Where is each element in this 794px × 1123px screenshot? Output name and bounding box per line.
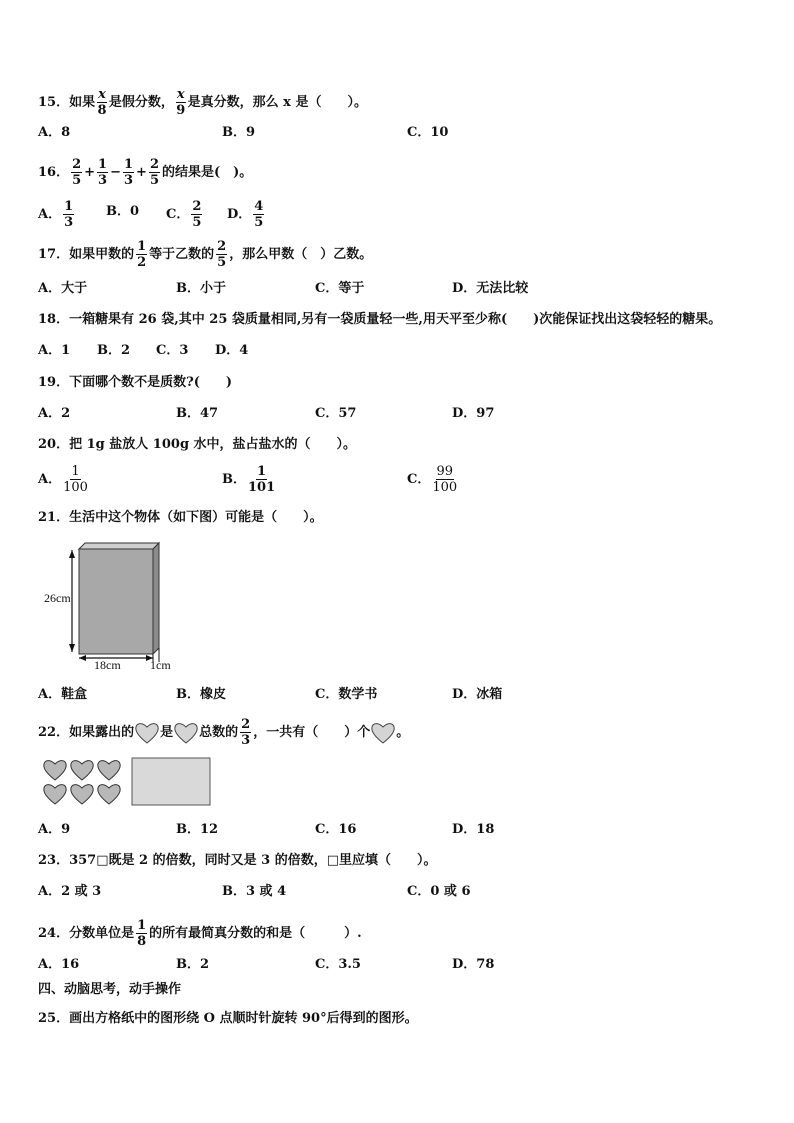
fraction-2-3 [240,718,251,747]
q17-text-2: 等于乙数的 [149,247,215,262]
q22-option-b[interactable]: B．12 [176,822,219,837]
numerator: 1 [64,199,74,214]
fraction-1-100 [63,465,88,494]
numerator: 1 [71,464,80,479]
question-number: 16． [38,165,70,180]
q17-option-c[interactable]: C．等于 [315,281,365,296]
plus-sign: + [84,165,96,180]
q22-option-c[interactable]: C．16 [315,822,357,837]
denominator: 5 [72,173,82,188]
q18-option-c[interactable]: C．3 [156,343,189,358]
q22-text-1: 如果露出的 [69,725,135,740]
question-number: 15． [38,95,70,110]
q19-option-a[interactable]: A．2 [38,406,71,421]
question-21: 21．生活中这个物体（如下图）可能是（ ）。 [38,510,323,525]
width-label: 18cm [94,658,121,672]
q24-option-d[interactable]: D．78 [452,957,495,972]
question-16 [38,158,252,187]
denominator: 100 [432,480,458,495]
numerator: 2 [72,157,82,172]
numerator: x [176,87,185,102]
q15-text-1: 如果 [69,95,96,110]
fraction-1-3 [63,200,74,229]
q17-text-1: 如果甲数的 [69,247,135,262]
numerator: 1 [137,918,147,933]
fraction-2-5 [191,200,202,229]
q22-text-4: ，一共有（ ）个 [253,725,371,740]
denominator: 3 [124,173,134,188]
q15-option-a[interactable]: A．8 [38,125,71,140]
fraction-1-101 [248,465,275,494]
q20-option-c[interactable] [407,465,459,494]
heart-icon [370,721,396,745]
q15-text-2: 是假分数， [108,95,174,110]
depth-label: 1cm [150,658,171,672]
q24-option-c[interactable]: C．3.5 [315,957,361,972]
fraction-1-8 [136,919,147,948]
q19-option-d[interactable]: D．97 [452,406,495,421]
q16-text: 的结果是( )。 [162,165,253,180]
q16-option-b[interactable]: B．0 [106,204,140,219]
hearts-figure [40,757,212,807]
heart-icon [134,721,160,745]
q17-option-b[interactable]: B．小于 [176,281,226,296]
q23-option-b[interactable]: B．3 或 4 [222,884,287,899]
arrow-up-icon [69,550,75,558]
heart-icon [98,761,120,780]
numerator: 1 [124,157,134,172]
q15-option-c[interactable]: C．10 [407,125,449,140]
fraction-x-over-8 [97,88,107,117]
denominator: 8 [137,934,147,949]
q19-option-c[interactable]: C．57 [315,406,357,421]
fraction-x-over-9 [176,88,186,117]
question-18: 18．一箱糖果有 26 袋,其中 25 袋质量相同,另有一袋质量轻一些,用天平至少称( )次能保证找出这袋轻轻的糖果。 [38,312,722,327]
numerator: 1 [98,157,108,172]
denominator: 3 [64,215,74,230]
cover-box [132,758,210,805]
book-top-face [79,543,159,549]
denominator: 5 [254,215,264,230]
heart-icon [44,761,66,780]
q17-option-a[interactable]: A．大于 [38,281,88,296]
fraction-99-100 [432,465,457,494]
q24-option-b[interactable]: B．2 [176,957,210,972]
numerator: 2 [241,717,251,732]
fraction-2-5 [149,158,160,187]
option-letter: B． [222,472,246,487]
q16-option-d[interactable] [227,200,266,229]
heart-icon [98,785,120,804]
q17-option-d[interactable]: D．无法比较 [452,281,529,296]
option-letter: A． [38,472,62,487]
fraction-2-5 [216,240,227,269]
denominator: 100 [63,480,88,495]
heart-icon [71,761,93,780]
book-side-face [153,543,159,654]
q23-option-c[interactable]: C．0 或 6 [407,884,471,899]
section-heading: 四、动脑思考，动手操作 [38,982,182,997]
heart-icon [173,721,199,745]
q22-text-3: 总数的 [199,725,239,740]
height-label: 26cm [44,591,71,605]
q20-option-a[interactable] [38,465,90,494]
minus-sign: − [110,165,121,180]
plus-sign: + [136,165,147,180]
q23-option-a[interactable]: A．2 或 3 [38,884,102,899]
q22-option-a[interactable]: A．9 [38,822,71,837]
question-20: 20．把 1g 盐放人 100g 水中，盐占盐水的（ ）。 [38,437,357,452]
option-letter: C． [407,472,431,487]
denominator: 5 [192,215,202,230]
question-number: 17． [38,247,70,262]
question-22 [38,718,409,747]
q20-option-b[interactable] [222,465,277,494]
q18-option-b[interactable]: B．2 [97,343,131,358]
numerator: 99 [436,464,454,479]
q21-option-d[interactable]: D．冰箱 [452,687,503,702]
question-17 [38,240,372,269]
q16-option-c[interactable] [166,200,204,229]
denominator: 8 [97,103,107,118]
question-15 [38,88,367,117]
q16-option-a[interactable] [38,200,76,229]
numerator: 1 [257,464,267,479]
denominator: 9 [176,103,186,118]
question-25: 25．画出方格纸中的图形绕 O 点顺时针旋转 90°后得到的图形。 [38,1011,418,1026]
denominator: 2 [137,255,147,270]
q24-option-a[interactable]: A．16 [38,957,80,972]
question-24 [38,919,362,948]
book-figure [38,538,188,673]
arrow-down-icon [69,644,75,652]
q22-text-2: 是 [160,725,174,740]
heart-icon [44,785,66,804]
book-front-face [79,549,153,654]
q15-text-3: 是真分数，那么 x 是（ ）。 [187,95,367,110]
question-23: 23．357□既是 2 的倍数，同时又是 3 的倍数，□里应填（ ）。 [38,853,437,868]
denominator: 3 [98,173,108,188]
fraction-1-3 [123,158,134,187]
q21-option-c[interactable]: C．数学书 [315,687,378,702]
q17-text-3: ，那么甲数（ ）乙数。 [229,247,373,262]
denominator: 5 [217,255,227,270]
option-letter: C． [166,207,190,222]
heart-icon [71,785,93,804]
q19-option-b[interactable]: B．47 [176,406,219,421]
fraction-2-5 [71,158,82,187]
option-letter: D． [227,207,252,222]
denominator: 101 [248,480,276,495]
q21-option-a[interactable]: A．鞋盒 [38,687,88,702]
q15-option-b[interactable]: B．9 [222,125,256,140]
question-number: 24． [38,926,70,941]
question-19: 19．下面哪个数不是质数?( ) [38,375,233,390]
arrow-left-icon [79,655,86,661]
q24-text-1: 分数单位是 [69,926,135,941]
q22-option-d[interactable]: D．18 [452,822,495,837]
denominator: 5 [149,173,159,188]
numerator: 2 [217,239,227,254]
numerator: 2 [192,199,202,214]
fraction-1-3 [97,158,108,187]
fraction-4-5 [253,200,264,229]
q18-option-d[interactable]: D．4 [215,343,249,358]
numerator: 2 [149,157,159,172]
denominator: 3 [241,733,251,748]
q21-option-b[interactable]: B．橡皮 [176,687,226,702]
fraction-1-2 [136,240,147,269]
option-letter: A． [38,207,62,222]
q18-option-a[interactable]: A．1 [38,343,71,358]
numerator: 4 [254,199,264,214]
q22-text-5: 。 [396,725,410,740]
q24-text-2: 的所有最简真分数的和是（ ）. [149,926,362,941]
numerator: x [98,87,106,102]
question-number: 22． [38,725,70,740]
numerator: 1 [137,239,147,254]
